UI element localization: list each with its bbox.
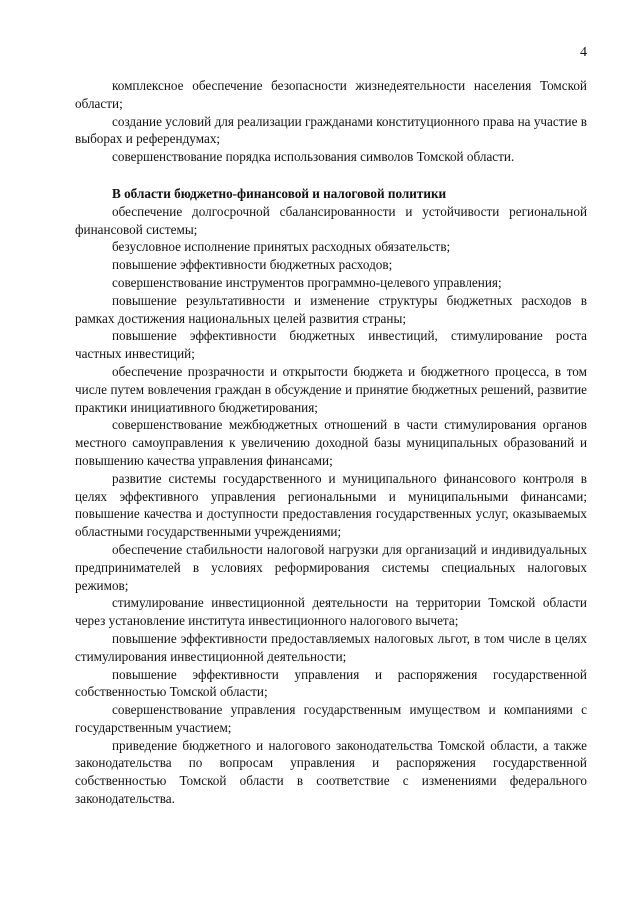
paragraph: совершенствование инструментов программно-целевого управления;: [112, 274, 502, 290]
section-heading: В области бюджетно-финансовой и налоговой политики: [112, 185, 447, 201]
paragraph: повышение результативности и изменение структуры бюджетных расходов в рамках достижения национальных целей развития страны;: [75, 292, 587, 326]
paragraph: развитие системы государственного и муниципального финансового контроля в целях эффективного управления региональными и муниципальными финансами; повышение качества и доступности предоставления государственных услуг, оказываемых областными государственными учреждениями;: [75, 470, 587, 540]
document-body: [75, 77, 587, 808]
paragraph: безусловное исполнение принятых расходных обязательств;: [112, 239, 451, 255]
paragraph: обеспечение прозрачности и открытости бюджета и бюджетного процесса, в том числе путем вовлечения граждан в обсуждение и принятие бюджетных решений, развитие практики инициативного бюджетирования;: [75, 363, 587, 415]
paragraph: совершенствование управления государственным имуществом и компаниями с государственным участием;: [75, 702, 587, 735]
paragraph: создание условий для реализации гражданами конституционного права на участие в выборах и референдумах;: [75, 113, 587, 147]
paragraph: повышение эффективности предоставляемых налоговых льгот, в том числе в целях стимулирования инвестиционной деятельности;: [75, 630, 587, 664]
paragraph: обеспечение стабильности налоговой нагрузки для организаций и индивидуальных предпринимателей в условиях реформирования системы специальных налоговых режимов;: [75, 541, 587, 593]
paragraph: совершенствование порядка использования символов Томской области.: [112, 149, 515, 165]
paragraph: обеспечение долгосрочной сбалансированности и устойчивости региональной финансовой системы;: [75, 203, 587, 237]
paragraph: повышение эффективности управления и распоряжения государственной собственностью Томской области;: [75, 666, 587, 700]
paragraph: повышение эффективности бюджетных инвестиций, стимулирование роста частных инвестиций;: [75, 328, 587, 362]
page-number: 4: [580, 45, 587, 60]
paragraph: стимулирование инвестиционной деятельности на территории Томской области через установление института инвестиционного налогового вычета;: [75, 595, 587, 629]
paragraph: совершенствование межбюджетных отношений в части стимулирования органов местного самоуправления к увеличению доходной базы муниципальных образований и повышению качества управления финансами;: [75, 417, 587, 468]
paragraph: приведение бюджетного и налогового законодательства Томской области, а также законодательства по вопросам управления и распоряжения государственной собственностью Томской области в соответствие с изменениями федерального законодательства.: [75, 737, 587, 807]
paragraph: комплексное обеспечение безопасности жизнедеятельности населения Томской области;: [75, 78, 587, 111]
paragraph: повышение эффективности бюджетных расходов;: [112, 257, 393, 273]
